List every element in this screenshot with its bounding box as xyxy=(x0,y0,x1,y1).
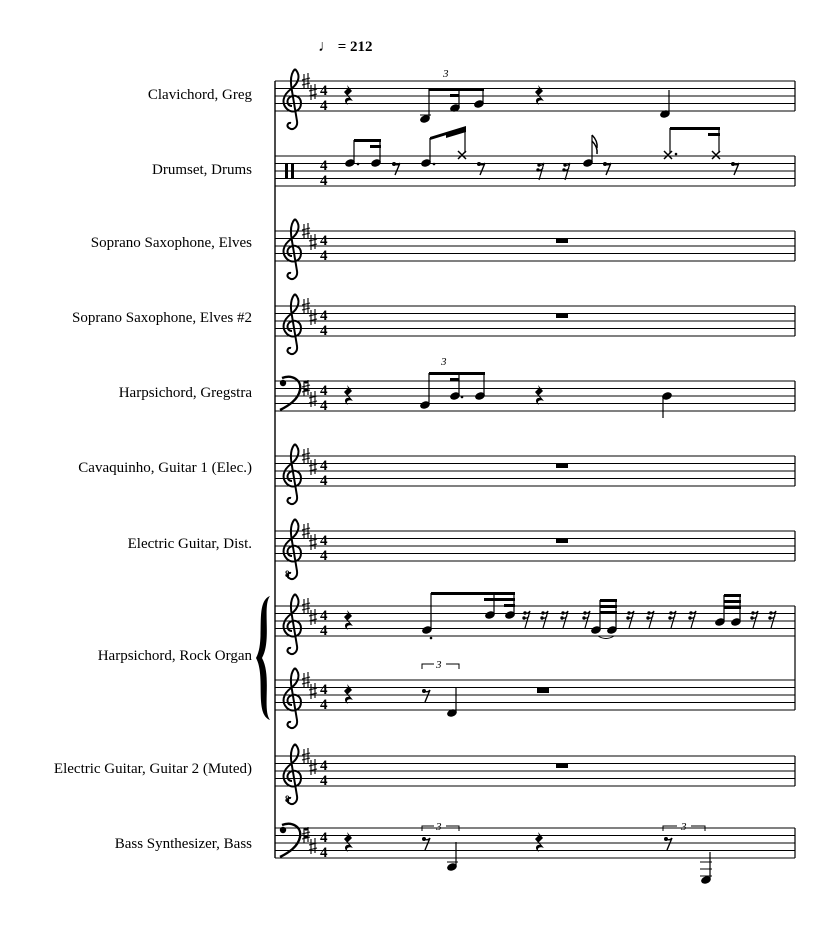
quarter-rest-icon xyxy=(344,610,353,630)
instrument-label-harpsichord-gregstra: Harpsichord, Gregstra xyxy=(118,385,252,401)
time-signature-bottom: 4 xyxy=(320,248,328,264)
time-signature-bottom: 4 xyxy=(320,173,328,189)
instrument-label-clavichord: Clavichord, Greg xyxy=(147,87,252,103)
whole-rest-icon xyxy=(556,463,568,468)
octave-8-mark: 8 xyxy=(285,569,290,579)
tuplet-label: 3 xyxy=(681,821,687,833)
eighth-rest-icon xyxy=(422,689,430,702)
time-signature-top: 4 xyxy=(320,682,328,698)
treble-clef-icon xyxy=(284,594,301,654)
time-signature-top: 4 xyxy=(320,830,328,846)
instrument-label-drumset: Drumset, Drums xyxy=(152,162,252,178)
quarter-rest-icon xyxy=(344,832,353,852)
harpsichord-notes xyxy=(344,356,673,418)
instrument-label-cavaquinho: Cavaquinho, Guitar 1 (Elec.) xyxy=(78,460,252,476)
octave-8-mark: 8 xyxy=(285,794,290,804)
quarter-rest-icon xyxy=(344,385,353,405)
treble-clef-icon xyxy=(284,219,301,279)
tuplet-label: 3 xyxy=(436,659,442,671)
instrument-label-electric-guitar-dist: Electric Guitar, Dist. xyxy=(127,536,252,552)
time-signature-top: 4 xyxy=(320,233,328,249)
time-signature-top: 4 xyxy=(320,758,328,774)
bass-clef-icon xyxy=(280,377,308,410)
instrument-label-rock-organ: Harpsichord, Rock Organ xyxy=(97,648,252,664)
time-signature-bottom: 4 xyxy=(320,473,328,489)
tuplet-label: 3 xyxy=(443,68,449,80)
time-signature-top: 4 xyxy=(320,458,328,474)
treble-clef-icon xyxy=(284,668,301,728)
time-signature-top: 4 xyxy=(320,533,328,549)
time-signature-top: 4 xyxy=(320,608,328,624)
tempo-value: = 212 xyxy=(337,39,373,55)
bass-notes xyxy=(344,821,712,885)
sixteenth-rest-icon xyxy=(536,163,544,180)
quarter-rest-icon xyxy=(535,385,544,405)
whole-rest-icon xyxy=(556,763,568,768)
time-signature-top: 4 xyxy=(320,383,328,399)
sixteenth-rest-icon xyxy=(562,163,570,180)
time-signature-top: 4 xyxy=(320,308,328,324)
quarter-note-icon: ♩ xyxy=(318,38,334,55)
time-signature-bottom: 4 xyxy=(320,697,328,713)
quarter-rest-icon xyxy=(344,85,353,105)
time-signatures xyxy=(320,83,328,861)
whole-rest-icon xyxy=(556,538,568,543)
instrument-label-bass-synth: Bass Synthesizer, Bass xyxy=(114,836,252,852)
organ-upper-notes xyxy=(344,592,776,639)
whole-rest-icon xyxy=(556,238,568,243)
treble-clef-icon xyxy=(284,294,301,354)
bass-clef-icon xyxy=(280,824,308,857)
instrument-label-soprano-sax: Soprano Saxophone, Elves xyxy=(90,235,252,251)
time-signature-bottom: 4 xyxy=(320,845,328,861)
time-signature-top: 4 xyxy=(320,158,328,174)
instrument-label-soprano-sax-2: Soprano Saxophone, Elves #2 xyxy=(72,310,252,326)
treble-clef-icon xyxy=(284,69,301,129)
treble-clef-icon xyxy=(284,444,301,504)
time-signature-bottom: 4 xyxy=(320,773,328,789)
eighth-rest-icon xyxy=(664,837,672,850)
whole-rest-icon xyxy=(556,313,568,318)
quarter-rest-icon xyxy=(535,85,544,105)
time-signature-top: 4 xyxy=(320,83,328,99)
quarter-rest-icon xyxy=(344,684,353,704)
tuplet-label: 3 xyxy=(436,821,442,833)
quarter-rest-icon xyxy=(535,832,544,852)
drum-notes xyxy=(344,126,739,180)
staff-lines xyxy=(275,81,795,858)
brace-icon xyxy=(256,596,270,720)
time-signature-bottom: 4 xyxy=(320,623,328,639)
time-signature-bottom: 4 xyxy=(320,548,328,564)
tuplet-label: 3 xyxy=(441,356,447,368)
time-signature-bottom: 4 xyxy=(320,98,328,114)
half-rest-icon xyxy=(537,688,549,693)
organ-lower-notes xyxy=(344,659,549,718)
eighth-rest-icon xyxy=(422,837,430,850)
time-signature-bottom: 4 xyxy=(320,323,328,339)
time-signature-bottom: 4 xyxy=(320,398,328,414)
instrument-label-electric-guitar-muted: Electric Guitar, Guitar 2 (Muted) xyxy=(53,761,252,777)
